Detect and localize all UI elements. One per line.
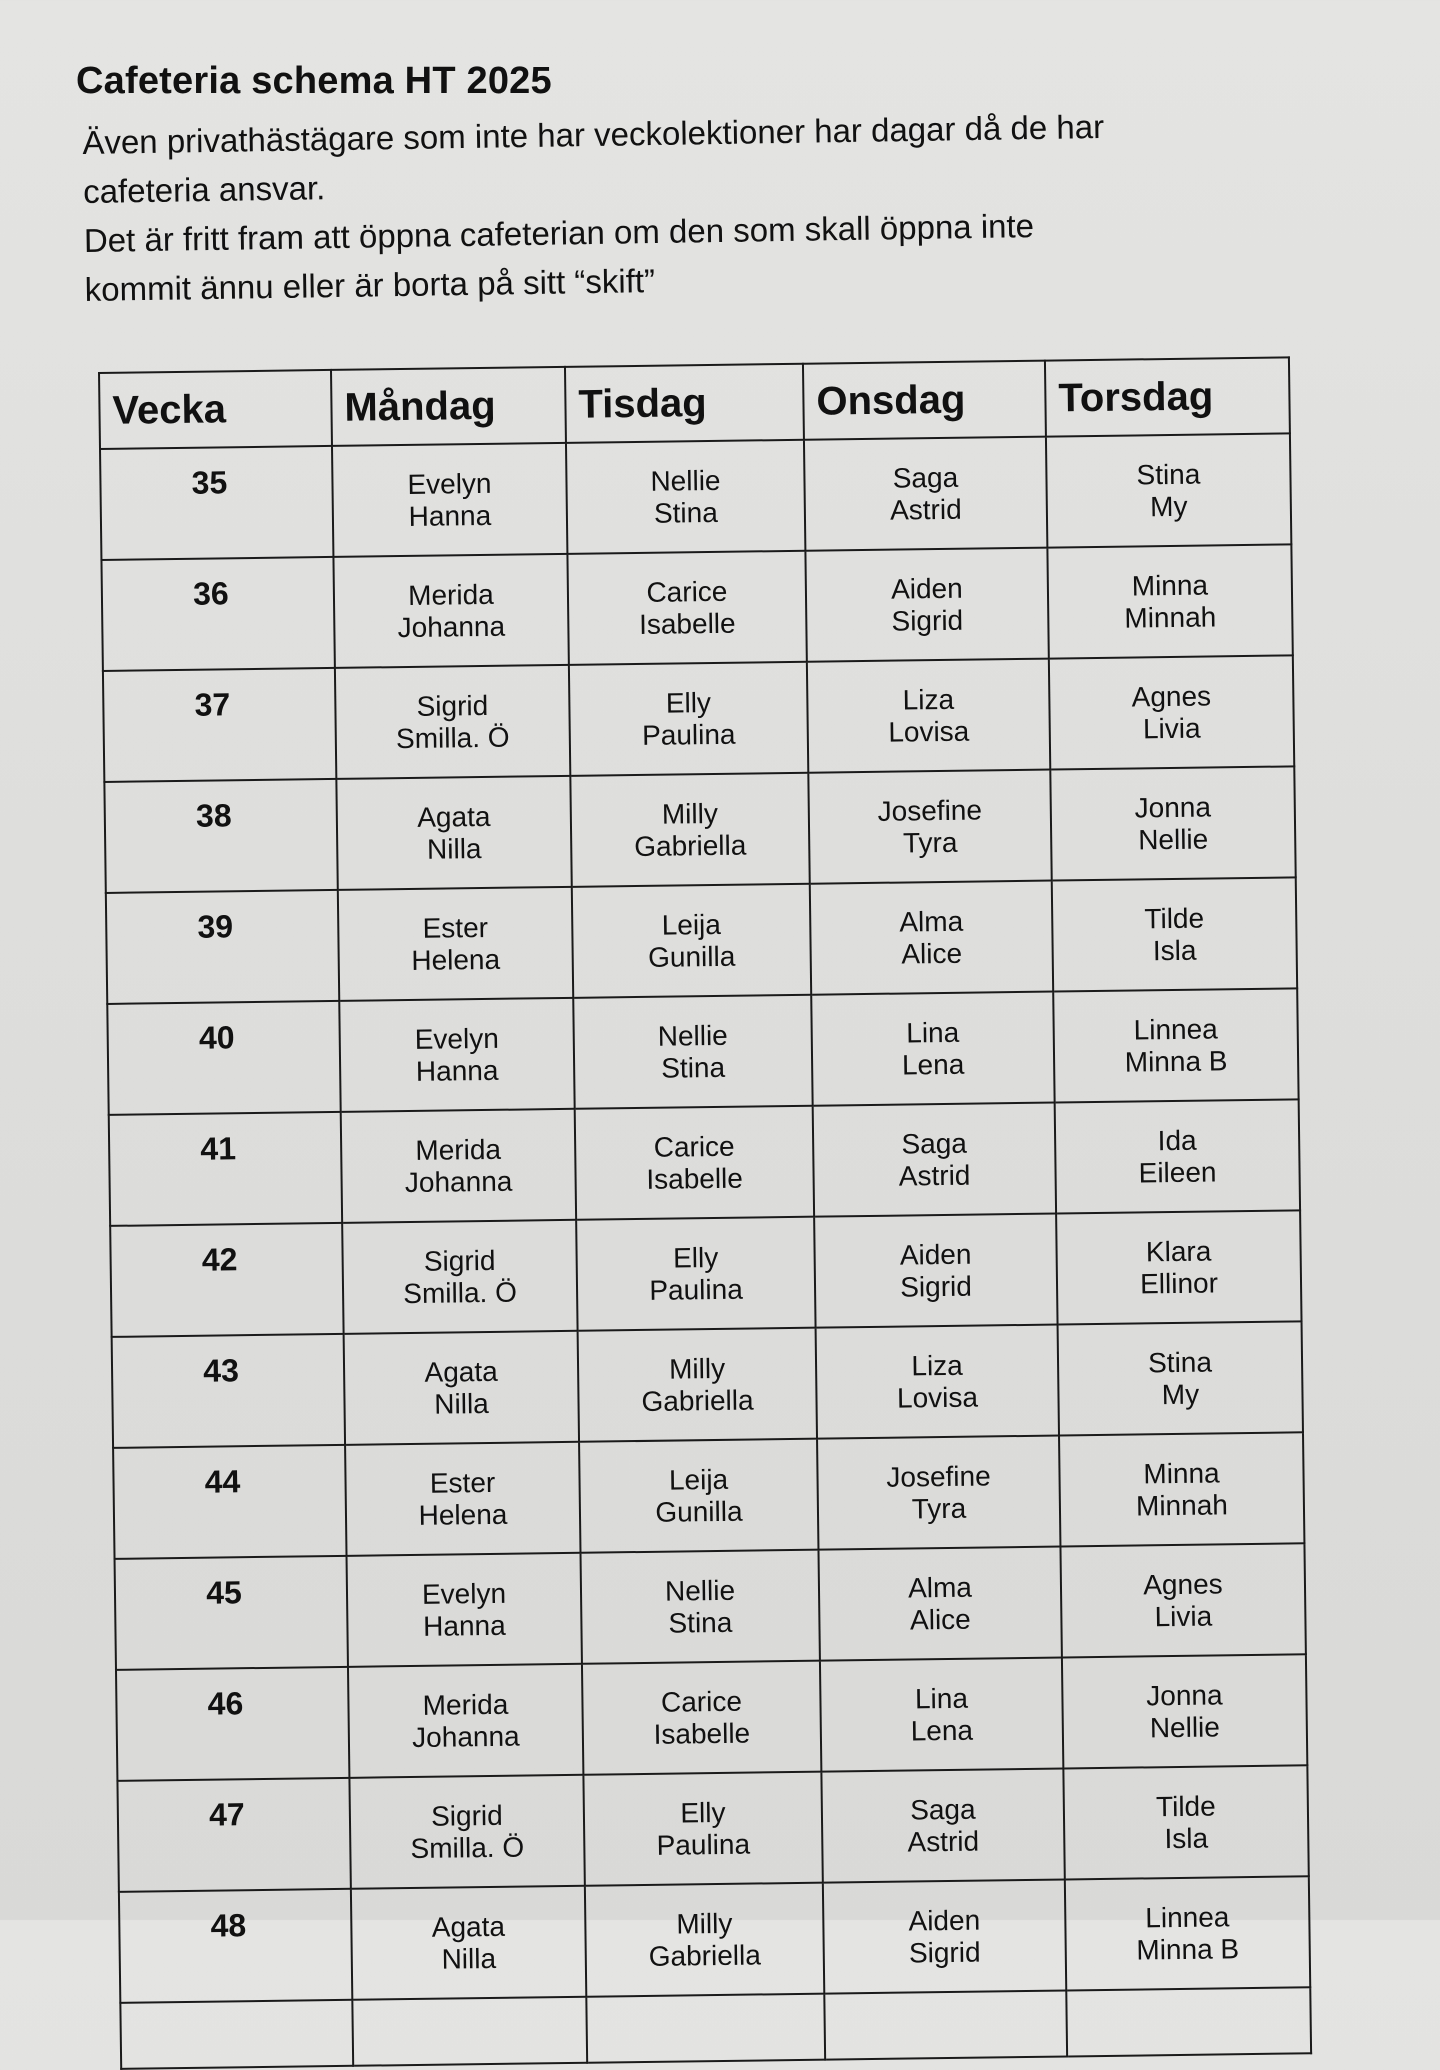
table-row (109, 1099, 1300, 1226)
person-name: Gabriella (648, 1938, 762, 1972)
schedule-body (100, 433, 1311, 2068)
person-name: Nilla (426, 832, 482, 865)
person-name: Isabelle (638, 607, 736, 640)
thursday-cell (1060, 1543, 1305, 1657)
table-row (104, 766, 1295, 893)
person-name: Milly (661, 797, 719, 830)
person-name: My (1149, 490, 1188, 522)
person-name: Saga (892, 461, 959, 494)
person-name: Carice (660, 1685, 743, 1718)
week-number: 37 (103, 668, 336, 782)
week-number: 40 (107, 1001, 340, 1115)
week-number: 46 (116, 1667, 349, 1781)
person-name: Agnes (1131, 679, 1212, 712)
person-name: Ida (1157, 1124, 1197, 1156)
person-name: Carice (646, 575, 728, 608)
person-name: Stina (668, 1606, 733, 1639)
thursday-cell (1058, 1321, 1303, 1435)
person-name: Ellinor (1139, 1266, 1219, 1299)
table-row (101, 544, 1292, 671)
empty-cell (1066, 1987, 1311, 2056)
person-name: Saga (909, 1793, 976, 1825)
person-name: Nellie (664, 1574, 736, 1607)
person-name: Sigrid (416, 689, 489, 722)
week-number: 45 (115, 1556, 348, 1670)
wednesday-cell (813, 1103, 1056, 1217)
table-row (110, 1210, 1301, 1337)
person-name: Minna (1143, 1456, 1220, 1489)
tuesday-cell (579, 1439, 818, 1553)
person-name: Gabriella (641, 1384, 754, 1417)
person-name: Milly (676, 1907, 733, 1940)
person-name: Nellie (1137, 823, 1209, 855)
person-name: Aiden (908, 1904, 981, 1937)
table-row (112, 1321, 1303, 1448)
person-name: Alice (909, 1603, 971, 1635)
header-wednesday: Onsdag (803, 361, 1046, 440)
tuesday-cell (566, 440, 805, 554)
person-name: Evelyn (414, 1022, 499, 1055)
person-name: Agata (424, 1355, 498, 1388)
person-name: Liza (911, 1349, 963, 1381)
person-name: Ester (429, 1466, 496, 1499)
schedule-table-wrapper (98, 356, 1310, 2069)
person-name: Astrid (907, 1825, 980, 1858)
person-name: Minna (1131, 568, 1209, 601)
person-name: Tyra (902, 826, 958, 859)
wednesday-cell (807, 659, 1050, 773)
person-name: Nellie (657, 1019, 728, 1052)
wednesday-cell (823, 1879, 1066, 1993)
person-name: Lena (901, 1048, 965, 1081)
person-name: Sigrid (430, 1799, 503, 1832)
person-name: Nilla (434, 1387, 489, 1420)
monday-cell (333, 554, 568, 668)
person-name: Johanna (404, 1165, 513, 1198)
table-row (107, 988, 1298, 1115)
week-number: 35 (100, 446, 333, 560)
week-number: 47 (117, 1778, 350, 1892)
person-name: Gunilla (647, 940, 736, 973)
person-name: Agata (417, 800, 491, 833)
thursday-cell (1050, 766, 1295, 880)
person-name: Carice (653, 1130, 735, 1163)
person-name: Smilla. Ö (403, 1276, 518, 1309)
person-name: Minna B (1124, 1044, 1228, 1078)
week-number: 44 (113, 1445, 346, 1559)
person-name: Alice (901, 937, 963, 970)
thursday-cell (1065, 1876, 1310, 1990)
person-name: Agata (431, 1910, 506, 1943)
person-name: Hanna (422, 1609, 506, 1642)
intro-text (82, 99, 1315, 314)
person-name: Sigrid (900, 1270, 973, 1303)
person-name: Linnea (1133, 1012, 1218, 1045)
person-name: Tilde (1155, 1789, 1216, 1822)
table-row (116, 1654, 1307, 1781)
person-name: Minnah (1135, 1488, 1229, 1522)
table-row (100, 433, 1291, 560)
wednesday-cell (805, 548, 1048, 662)
person-name: Nilla (441, 1942, 497, 1975)
thursday-cell (1046, 433, 1291, 547)
week-number: 36 (101, 557, 334, 671)
thursday-cell (1055, 1099, 1300, 1213)
intro-line: cafeteria ansvar. (82, 169, 326, 210)
thursday-cell (1062, 1654, 1307, 1768)
table-row (117, 1765, 1308, 1892)
person-name: Nellie (650, 464, 721, 497)
wednesday-cell (811, 992, 1054, 1106)
week-number: 43 (112, 1334, 345, 1448)
person-name: Lovisa (888, 715, 970, 748)
person-name: Josefine (886, 1459, 991, 1493)
tuesday-cell (572, 884, 811, 998)
tuesday-cell (578, 1328, 817, 1442)
thursday-cell (1047, 544, 1292, 658)
person-name: Eileen (1138, 1155, 1217, 1188)
person-name: Stina (661, 1051, 726, 1084)
person-name: Stina (653, 496, 718, 529)
person-name: Lena (910, 1714, 974, 1746)
person-name: Helena (411, 943, 501, 976)
monday-cell (341, 1109, 576, 1223)
person-name: Elly (672, 1241, 719, 1274)
person-name: Gabriella (634, 829, 747, 862)
monday-cell (335, 665, 570, 779)
person-name: Milly (668, 1352, 726, 1385)
empty-cell (586, 1994, 825, 2063)
thursday-cell (1063, 1765, 1308, 1879)
week-number: 38 (104, 779, 337, 893)
person-name: Minna B (1136, 1932, 1240, 1966)
person-name: Tilde (1144, 902, 1205, 934)
tuesday-cell (580, 1550, 819, 1664)
empty-cell (352, 1997, 587, 2066)
wednesday-cell (816, 1325, 1059, 1439)
person-name: Lovisa (896, 1381, 979, 1414)
person-name: Hanna (415, 1054, 499, 1087)
tuesday-cell (570, 773, 809, 887)
monday-cell (344, 1331, 579, 1445)
person-name: Aiden (890, 572, 963, 605)
header-thursday: Torsdag (1045, 357, 1290, 436)
intro-line: Även privathästägare som inte har veckolektioner har dagar då de har (82, 107, 1105, 161)
wednesday-cell (808, 770, 1051, 884)
person-name: Minnah (1124, 600, 1217, 634)
person-name: Jonna (1146, 1678, 1223, 1711)
wednesday-cell (818, 1547, 1061, 1661)
person-name: Paulina (649, 1273, 743, 1306)
person-name: Klara (1145, 1235, 1212, 1267)
person-name: Isla (1152, 934, 1197, 966)
person-name: Lina (914, 1682, 969, 1714)
monday-cell (345, 1442, 580, 1556)
thursday-cell (1049, 655, 1294, 769)
page-title: Cafeteria schema HT 2025 (76, 60, 552, 102)
tuesday-cell (583, 1772, 822, 1886)
person-name: Alma (899, 905, 964, 938)
person-name: Liza (902, 683, 955, 715)
person-name: Paulina (656, 1828, 751, 1861)
person-name: Paulina (641, 718, 736, 751)
header-monday: Måndag (331, 367, 566, 446)
person-name: Sigrid (908, 1936, 981, 1969)
intro-line: Det är fritt fram att öppna cafeterian om den som skall öppna inte (83, 207, 1035, 259)
person-name: Jonna (1134, 790, 1212, 823)
tuesday-cell (576, 1217, 815, 1331)
week-number: 41 (109, 1112, 342, 1226)
person-name: Elly (665, 686, 712, 719)
wednesday-cell (814, 1214, 1057, 1328)
table-row (103, 655, 1294, 782)
person-name: Evelyn (407, 467, 492, 500)
week-number: 39 (106, 890, 339, 1004)
thursday-cell (1056, 1210, 1301, 1324)
monday-cell (339, 998, 574, 1112)
wednesday-cell (804, 437, 1047, 551)
thursday-cell (1052, 877, 1297, 991)
person-name: Leija (661, 908, 722, 941)
person-name: My (1161, 1378, 1200, 1410)
person-name: Livia (1154, 1600, 1213, 1632)
person-name: Ester (422, 911, 489, 944)
person-name: Isabelle (646, 1162, 744, 1195)
monday-cell (336, 776, 571, 890)
tuesday-cell (585, 1883, 824, 1997)
schedule-table (98, 356, 1312, 2069)
person-name: Evelyn (421, 1577, 507, 1610)
intro-line: kommit ännu eller är borta på sitt “skift” (84, 262, 656, 308)
thursday-cell (1053, 988, 1298, 1102)
wednesday-cell (810, 881, 1053, 995)
person-name: Merida (407, 578, 494, 611)
person-name: Leija (668, 1463, 729, 1496)
person-name: Astrid (889, 493, 962, 526)
tuesday-cell (575, 1106, 814, 1220)
person-name: Linnea (1145, 1900, 1230, 1933)
monday-cell (351, 1886, 586, 2000)
monday-cell (349, 1775, 584, 1889)
week-number: 42 (110, 1223, 343, 1337)
person-name: Smilla. Ö (410, 1831, 525, 1864)
person-name: Sigrid (423, 1244, 496, 1277)
person-name: Alma (907, 1571, 973, 1603)
monday-cell (348, 1664, 583, 1778)
wednesday-cell (820, 1657, 1063, 1771)
person-name: Isabelle (653, 1717, 751, 1750)
person-name: Elly (680, 1796, 726, 1828)
tuesday-cell (573, 995, 812, 1109)
person-name: Stina (1136, 458, 1201, 490)
empty-cell (120, 2000, 353, 2069)
person-name: Sigrid (891, 604, 964, 637)
person-name: Helena (418, 1498, 508, 1531)
person-name: Agnes (1143, 1567, 1223, 1600)
person-name: Smilla. Ö (395, 721, 510, 754)
person-name: Nellie (1149, 1710, 1221, 1743)
table-row (119, 1876, 1310, 2003)
empty-cell (824, 1990, 1067, 2059)
person-name: Josefine (877, 793, 983, 827)
monday-cell (342, 1220, 577, 1334)
monday-cell (332, 443, 567, 557)
person-name: Tyra (911, 1492, 967, 1524)
tuesday-cell (582, 1661, 821, 1775)
tuesday-cell (569, 662, 808, 776)
person-name: Hanna (408, 499, 492, 532)
table-row (113, 1432, 1304, 1559)
tuesday-cell (567, 551, 806, 665)
monday-cell (347, 1553, 582, 1667)
empty-row (120, 1987, 1311, 2069)
wednesday-cell (817, 1436, 1060, 1550)
person-name: Stina (1147, 1346, 1213, 1378)
person-name: Merida (415, 1133, 502, 1166)
week-number: 48 (119, 1889, 352, 2003)
header-tuesday: Tisdag (565, 364, 804, 443)
wednesday-cell (821, 1768, 1064, 1882)
person-name: Gunilla (655, 1495, 743, 1528)
table-row (106, 877, 1297, 1004)
person-name: Aiden (899, 1238, 972, 1271)
thursday-cell (1059, 1432, 1304, 1546)
person-name: Isla (1164, 1822, 1209, 1854)
person-name: Johanna (397, 610, 506, 643)
person-name: Livia (1142, 712, 1201, 744)
person-name: Saga (901, 1127, 968, 1160)
person-name: Lina (906, 1016, 960, 1048)
table-row (115, 1543, 1306, 1670)
person-name: Astrid (898, 1159, 971, 1192)
person-name: Johanna (411, 1720, 520, 1753)
monday-cell (338, 887, 573, 1001)
header-week: Vecka (99, 370, 332, 449)
person-name: Merida (422, 1688, 509, 1721)
